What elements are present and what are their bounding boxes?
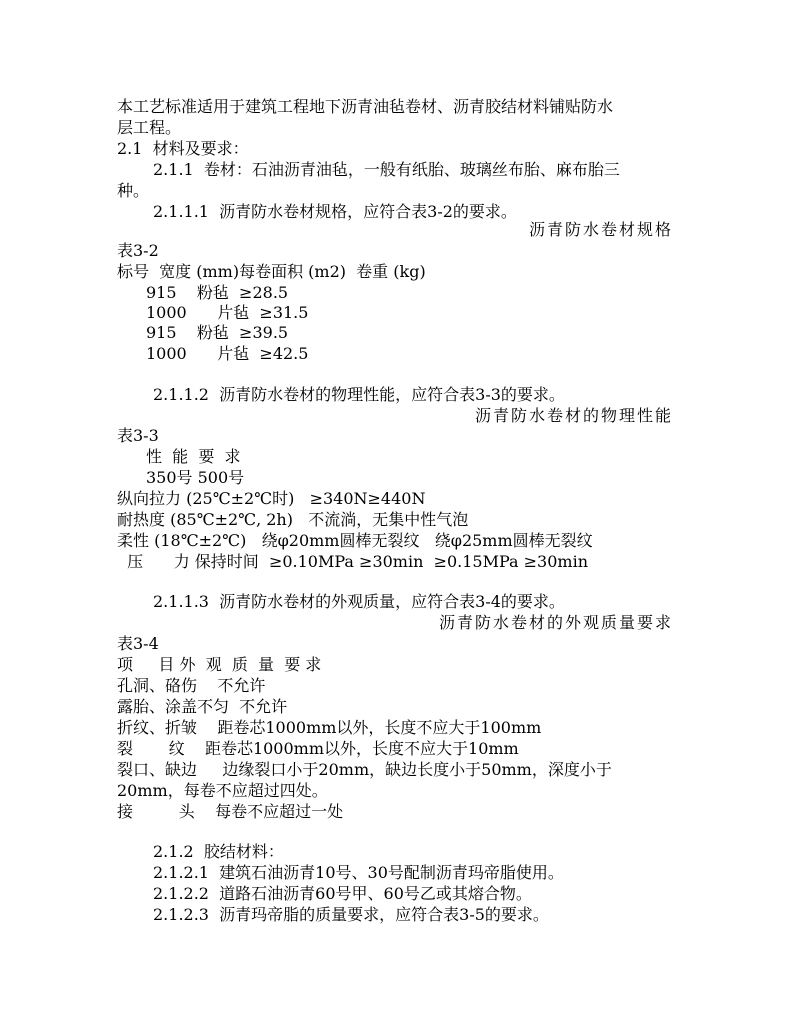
table-3-4-row: 裂口、缺边 边缘裂口小于20mm，缺边长度小于50mm，深度小于 bbox=[117, 760, 612, 779]
table-3-2-row: 915 粉毡 ≥28.5 bbox=[146, 283, 289, 302]
section-2-1-2-heading: 2.1.2 胶结材料： bbox=[153, 842, 284, 861]
table-3-4-row: 露胎、涂盖不匀 不允许 bbox=[117, 697, 288, 716]
table-3-2-label: 表3-2 bbox=[117, 241, 159, 260]
table-3-4-header: 项 目 外 观 质 量 要 求 bbox=[117, 655, 322, 674]
table-3-3-title: 沥青防水卷材的物理性能 bbox=[474, 406, 673, 425]
section-2-1-2-3: 2.1.2.3 沥青玛帝脂的质量要求，应符合表3-5的要求。 bbox=[153, 905, 549, 924]
table-3-4-title: 沥青防水卷材的外观质量要求 bbox=[438, 613, 673, 632]
table-3-2-title: 沥青防水卷材规格 bbox=[528, 220, 673, 239]
table-3-2-row: 1000 片毡 ≥42.5 bbox=[146, 344, 309, 363]
intro-line-2: 层工程。 bbox=[117, 118, 182, 137]
table-3-4-row: 孔洞、硌伤 不允许 bbox=[117, 676, 266, 695]
table-3-3-subheader: 350号 500号 bbox=[146, 468, 245, 487]
table-3-4-label: 表3-4 bbox=[117, 634, 159, 653]
section-2-1-1-line-1: 2.1.1 卷材：石油沥青油毡，一般有纸胎、玻璃丝布胎、麻布胎三 bbox=[153, 160, 620, 179]
section-2-1-1-2: 2.1.1.2 沥青防水卷材的物理性能，应符合表3-3的要求。 bbox=[153, 385, 565, 404]
intro-line-1: 本工艺标准适用于建筑工程地下沥青油毡卷材、沥青胶结材料铺贴防水 bbox=[117, 97, 614, 116]
table-3-2-row: 915 粉毡 ≥39.5 bbox=[146, 323, 289, 342]
table-3-3-header: 性 能 要 求 bbox=[146, 447, 241, 466]
section-2-1-2-2: 2.1.2.2 道路石油沥青60号甲、60号乙或其熔合物。 bbox=[153, 884, 532, 903]
table-3-4-row: 接 头 每卷不应超过一处 bbox=[117, 802, 344, 821]
table-3-4-row: 折纹、折皱 距卷芯1000mm以外，长度不应大于100mm bbox=[117, 718, 542, 737]
table-3-3-label: 表3-3 bbox=[117, 426, 159, 445]
table-3-4-row: 裂 纹 距卷芯1000mm以外，长度不应大于10mm bbox=[117, 739, 519, 758]
section-2-1-2-1: 2.1.2.1 建筑石油沥青10号、30号配制沥青玛帝脂使用。 bbox=[153, 863, 564, 882]
table-3-3-row: 柔性 (18℃±2℃) 绕φ20mm圆棒无裂纹 绕φ25mm圆棒无裂纹 bbox=[117, 531, 593, 550]
section-2-1-1-3: 2.1.1.3 沥青防水卷材的外观质量，应符合表3-4的要求。 bbox=[153, 592, 565, 611]
section-2-1-heading: 2.1 材料及要求： bbox=[117, 139, 249, 158]
table-3-3-row: 纵向拉力 (25℃±2℃时) ≥340N≥440N bbox=[117, 489, 426, 508]
table-3-3-row: 耐热度 (85℃±2℃, 2h) 不流淌，无集中性气泡 bbox=[117, 510, 469, 529]
table-3-4-row: 20mm，每卷不应超过四处。 bbox=[117, 781, 328, 800]
table-3-2-row: 1000 片毡 ≥31.5 bbox=[146, 303, 309, 322]
table-3-2-header: 标号 宽度 (mm)每卷面积 (m2) 卷重 (kg) bbox=[117, 262, 426, 281]
section-2-1-1-1: 2.1.1.1 沥青防水卷材规格，应符合表3-2的要求。 bbox=[153, 202, 517, 221]
section-2-1-1-line-2: 种。 bbox=[117, 181, 150, 200]
table-3-3-row: 压 力 保持时间 ≥0.10MPa ≥30min ≥0.15MPa ≥30min bbox=[117, 552, 589, 571]
